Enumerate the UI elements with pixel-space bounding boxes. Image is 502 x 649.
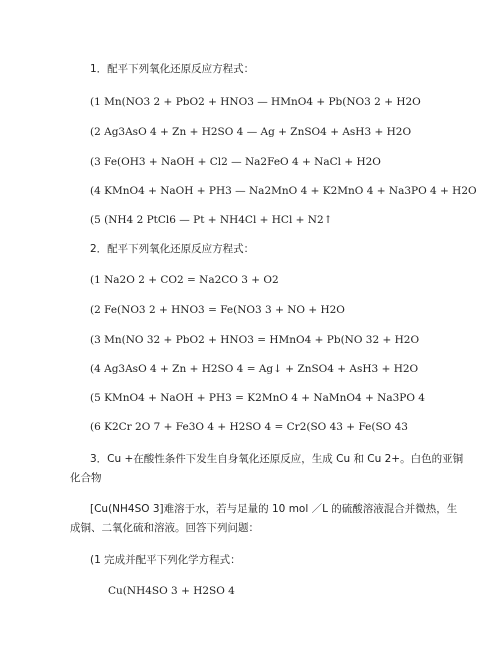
section3-equation: Cu(NH4SO 3 + H2SO 4 [108, 585, 235, 597]
section2-item-4: (4 Ag3AsO 4 + Zn + H2SO 4 = Ag↓ + ZnSO4 + AsH3 + H2O [90, 363, 419, 375]
section2-heading: 2．配平下列氧化还原反应方程式： [90, 243, 255, 255]
section1-item-3: (3 Fe(OH3 + NaOH + Cl2 — Na2FeO 4 + NaCl + H2O [90, 156, 381, 168]
section1-item-4: (4 KMnO4 + NaOH + PH3 — Na2MnO 4 + K2MnO 4 + Na3PO 4 + H2O [90, 185, 477, 197]
section1-heading: 1．配平下列氧化还原反应方程式： [90, 63, 255, 75]
section2-item-6: (6 K2Cr 2O 7 + Fe3O 4 + H2SO 4 = Cr2(SO 43 + Fe(SO 43 [90, 421, 408, 433]
section2-item-2: (2 Fe(NO3 2 + HNO3 = Fe(NO3 3 + NO + H2O [90, 304, 345, 316]
section3-body-line1: [Cu(NH4SO 3]难溶于水，若与足量的 10 mol ／L 的硫酸溶液混合并微热，生 [90, 503, 458, 515]
section3-heading-line1: 3．Cu +在酸性条件下发生自身氧化还原反应，生成 Cu 和 Cu 2+。白色的亚铜 [90, 453, 464, 465]
section1-item-2: (2 Ag3AsO 4 + Zn + H2SO 4 — Ag + ZnSO4 + AsH3 + H2O [90, 126, 412, 138]
section3-question1: (1 完成并配平下列化学方程式： [90, 554, 241, 566]
section3-body-line2: 成铜、二氧化硫和溶液。回答下列问题： [70, 522, 259, 534]
section2-item-1: (1 Na2O 2 + CO2 = Na2CO 3 + O2 [90, 274, 279, 286]
section1-item-1: (1 Mn(NO3 2 + PbO2 + HNO3 — HMnO4 + Pb(NO3 2 + H2O [90, 96, 421, 108]
section2-item-5: (5 KMnO4 + NaOH + PH3 = K2MnO 4 + NaMnO4 + Na3PO 4 [90, 392, 425, 404]
section1-item-5: (5 (NH4 2 PtCl6 — Pt + NH4Cl + HCl + N2↑ [90, 214, 333, 226]
section3-heading-line2: 化合物 [70, 472, 102, 484]
section2-item-3: (3 Mn(NO 32 + PbO2 + HNO3 = HMnO4 + Pb(NO 32 + H2O [90, 334, 420, 346]
